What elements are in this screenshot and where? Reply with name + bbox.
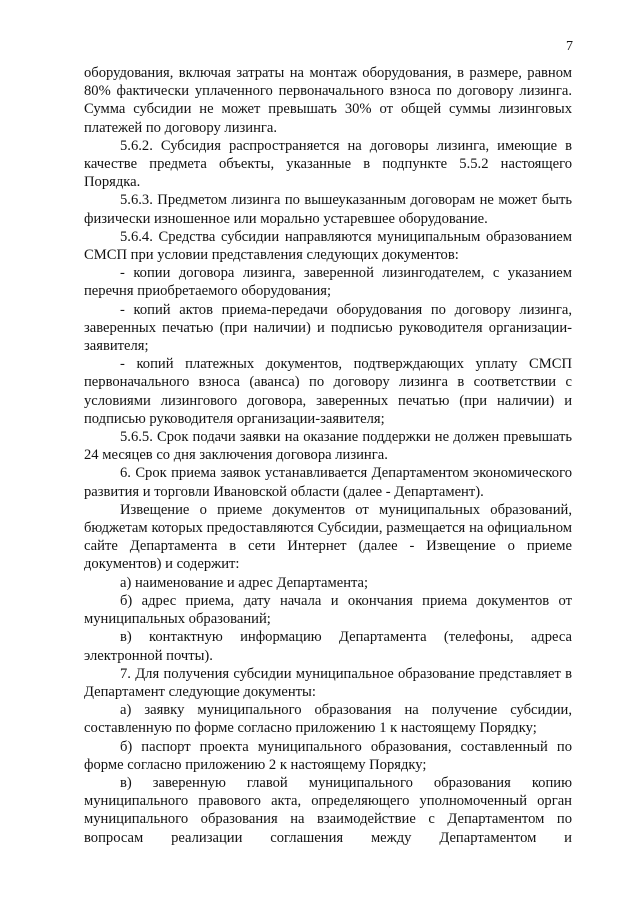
page-number: 7 <box>566 39 573 54</box>
paragraph: а) заявку муниципального образования на получение субсидии, составленную по форме согласно приложению 1 к настоящему Порядку; <box>84 702 572 737</box>
paragraph: - копии договора лизинга, заверенной лизингодателем, с указанием перечня приобретаемого оборудования; <box>84 265 572 300</box>
paragraph: 5.6.5. Срок подачи заявки на оказание поддержки не должен превышать 24 месяцев со дня заключения договора лизинга. <box>84 429 572 464</box>
paragraph: в) заверенную главой муниципального образования копию муниципального правового акта, определяющего уполномоченный орган муниципального образования на взаимодействие с Департаментом по вопросам реализации соглашения между Департаментом и <box>84 774 572 846</box>
paragraph: б) паспорт проекта муниципального образования, составленный по форме согласно приложению 2 к настоящему Порядку; <box>84 738 572 773</box>
paragraph: 7. Для получения субсидии муниципальное образование представляет в Департамент следующие документы: <box>84 665 572 700</box>
paragraph: 5.6.2. Субсидия распространяется на договоры лизинга, имеющие в качестве предмета объекты, указанные в подпункте 5.5.2 настоящего Порядка. <box>84 137 572 191</box>
paragraph: 5.6.3. Предметом лизинга по вышеуказанным договорам не может быть физически изношенное или морально устаревшее оборудование. <box>84 192 572 227</box>
paragraph: - копий платежных документов, подтверждающих уплату СМСП первоначального взноса (аванса) по договору лизинга в соответствии с условиями лизингового договора, заверенных печатью (при наличии) и подписью руководителя организации-заявителя; <box>84 356 572 427</box>
paragraph: 5.6.4. Средства субсидии направляются муниципальным образованием СМСП при условии представления следующих документов: <box>84 228 572 264</box>
document-body <box>84 64 572 847</box>
paragraph: а) наименование и адрес Департамента; <box>120 574 369 591</box>
paragraph: Извещение о приеме документов от муниципальных образований, бюджетам которых предоставляются Субсидии, размещается на официальном сайте Департамента в сети Интернет (далее - Извещение о приеме документов) и содержит: <box>84 501 572 573</box>
paragraph: 6. Срок приема заявок устанавливается Департаментом экономического развития и торговли Ивановской области (далее - Департамент). <box>84 465 572 500</box>
paragraph: оборудования, включая затраты на монтаж оборудования, в размере, равном 80% фактически уплаченного первоначального взноса по договору лизинга. Сумма субсидии не может превышать 30% от общей суммы лизинговых платежей по договору лизинга. <box>84 65 572 136</box>
paragraph: - копий актов приема-передачи оборудования по договору лизинга, заверенных печатью (при наличии) и подписью руководителя организации-заявителя; <box>84 301 572 355</box>
paragraph: б) адрес приема, дату начала и окончания приема документов от муниципальных образований; <box>84 592 572 628</box>
paragraph: в) контактную информацию Департамента (телефоны, адреса электронной почты). <box>84 629 572 664</box>
